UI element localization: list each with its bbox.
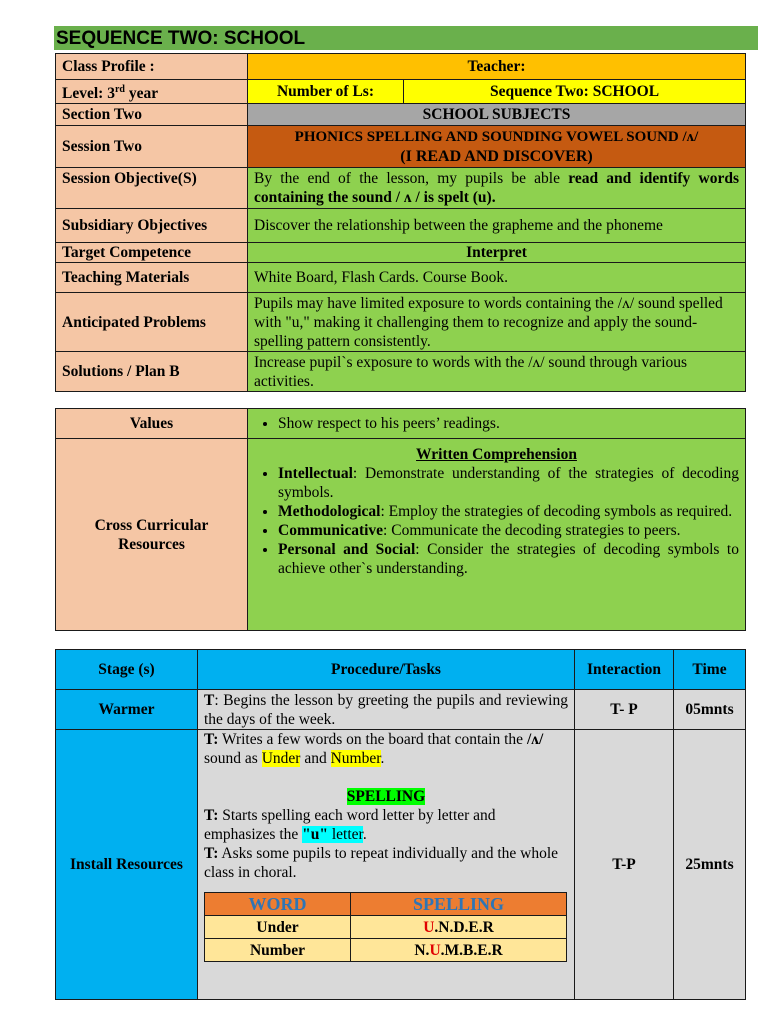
materials-label: Teaching Materials xyxy=(56,263,248,293)
warmer-interaction: T- P xyxy=(575,690,674,730)
install-line-1: T: Writes a few words on the board that contain the /ʌ/ sound as Under and Number. xyxy=(204,731,544,767)
word-cell: Number xyxy=(205,939,351,962)
objective-value: By the end of the lesson, my pupils be able read and identify words containing the sound / ʌ / is spelt (u). xyxy=(248,168,746,209)
values-label: Values xyxy=(56,409,248,439)
objective-label: Session Objective(S) xyxy=(56,168,248,209)
session-label: Session Two xyxy=(56,126,248,168)
install-procedure xyxy=(198,730,575,1000)
cross-item-methodological: • Methodological: Employ the strategies of decoding symbols as required. xyxy=(278,502,739,521)
install-time: 25mnts xyxy=(674,730,746,1000)
procedure-header: Procedure/Tasks xyxy=(198,650,575,690)
values-value xyxy=(248,409,746,439)
warmer-stage: Warmer xyxy=(56,690,198,730)
class-profile-label: Class Profile : xyxy=(56,54,248,80)
word-cell: Under xyxy=(205,916,351,939)
cross-item-communicative: • Communicative: Communicate the decoding strategies to peers. xyxy=(278,521,739,540)
spelling-cell: N.U.M.B.E.R xyxy=(351,939,567,962)
subsidiary-value: Discover the relationship between the grapheme and the phoneme xyxy=(248,209,746,243)
competence-value: Interpret xyxy=(248,243,746,263)
interaction-header: Interaction xyxy=(575,650,674,690)
teacher-label: Teacher: xyxy=(248,54,746,80)
competence-label: Target Competence xyxy=(56,243,248,263)
materials-value: White Board, Flash Cards. Course Book. xyxy=(248,263,746,293)
cross-curricular-label: Cross Curricular Resources xyxy=(56,439,248,631)
number-of-ls-label: Number of Ls: xyxy=(248,80,404,104)
sequence-value: Sequence Two: SCHOOL xyxy=(404,80,746,104)
spelling-cell: U.N.D.E.R xyxy=(351,916,567,939)
cross-item-personal-social: • Personal and Social: Consider the strategies of decoding symbols to achieve other`s understanding. xyxy=(278,540,739,578)
time-header: Time xyxy=(674,650,746,690)
cross-curricular-value xyxy=(248,439,746,631)
session-value: PHONICS SPELLING AND SOUNDING VOWEL SOUND /ʌ/ (I READ AND DISCOVER) xyxy=(248,126,746,168)
install-stage: Install Resources xyxy=(56,730,198,1000)
u-letter-highlight: "u" letter xyxy=(302,826,363,843)
problems-value: Pupils may have limited exposure to words containing the /ʌ/ sound spelled with "u," making it challenging them to recognize and apply the sound-spelling pattern consistently. xyxy=(248,293,746,352)
profile-table xyxy=(55,53,746,392)
spelling-heading: SPELLING xyxy=(346,788,426,805)
warmer-procedure: T: Begins the lesson by greeting the pupils and reviewing the days of the week. xyxy=(198,690,575,730)
solutions-label: Solutions / Plan B xyxy=(56,352,248,392)
cross-item-intellectual: • Intellectual: Demonstrate understanding of the strategies of decoding symbols. xyxy=(278,464,739,502)
values-table xyxy=(55,408,746,631)
install-line-2: T: Starts spelling each word letter by letter and emphasizes the "u" letter. xyxy=(204,807,496,843)
warmer-time: 05mnts xyxy=(674,690,746,730)
level-label: Level: 3rd year xyxy=(56,80,248,104)
values-item: • Show respect to his peers’ readings. xyxy=(278,414,739,433)
install-interaction: T-P xyxy=(575,730,674,1000)
page-title: SEQUENCE TWO: SCHOOL xyxy=(54,26,758,50)
word-number-highlight: Number xyxy=(330,750,381,767)
section-label: Section Two xyxy=(56,104,248,126)
install-line-3: T: Asks some pupils to repeat individually and the whole class in choral. xyxy=(204,845,559,881)
section-value: SCHOOL SUBJECTS xyxy=(248,104,746,126)
solutions-value: Increase pupil`s exposure to words with the /ʌ/ sound through various activities. xyxy=(248,352,746,392)
written-comprehension-heading: Written Comprehension xyxy=(416,446,577,463)
word-spelling-table xyxy=(204,892,567,962)
stages-table xyxy=(55,649,746,1000)
stage-header: Stage (s) xyxy=(56,650,198,690)
subsidiary-label: Subsidiary Objectives xyxy=(56,209,248,243)
problems-label: Anticipated Problems xyxy=(56,293,248,352)
spelling-column-header: SPELLING xyxy=(351,893,567,916)
cross-curricular-list xyxy=(254,464,739,578)
word-under-highlight: Under xyxy=(261,750,301,767)
word-column-header: WORD xyxy=(205,893,351,916)
